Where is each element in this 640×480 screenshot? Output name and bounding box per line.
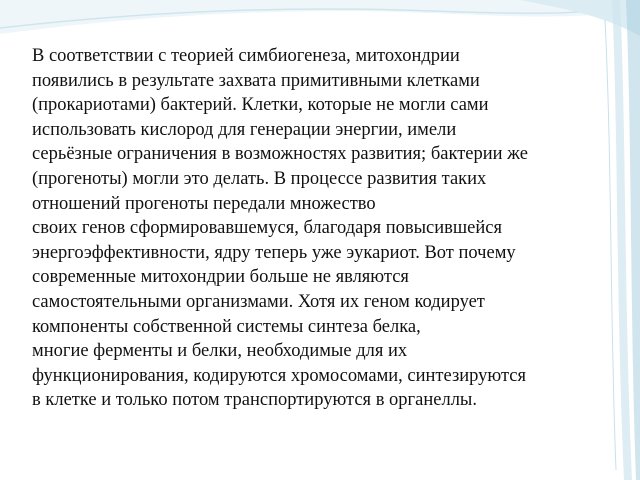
text-line: серьёзные ограничения в возможностях развития; бактерии же — [32, 144, 528, 165]
right-accent-line — [605, 20, 616, 470]
text-line: использовать кислород для генерации энергии, имели — [32, 119, 457, 140]
text-line: многие ферменты и белки, необходимые для их — [32, 341, 408, 362]
text-line: энергоэффективности, ядру теперь уже эукариот. Вот почему — [32, 242, 516, 263]
text-line: отношений прогеноты передали множество — [32, 193, 376, 214]
text-line: функционирования, кодируются хромосомами, синтезируются — [32, 365, 527, 386]
text-line: современные митохондрии больше не являются — [32, 267, 409, 288]
body-text — [32, 44, 604, 413]
text-line: появились в результате захвата примитивными клетками — [32, 70, 480, 91]
text-line: В соответствии с теорией симбиогенеза, митохондрии — [32, 46, 460, 66]
top-wave-band — [0, 0, 640, 34]
text-line: самостоятельными организмами. Хотя их геном кодирует — [32, 291, 485, 312]
text-line: своих генов сформировавшемуся, благодаря повысившейся — [32, 218, 502, 239]
text-line: компоненты собственной системы синтеза белка, — [32, 316, 421, 337]
text-line: в клетке и только потом транспортируются в органеллы. — [32, 390, 477, 411]
text-line: (прокариотами) бактерий. Клетки, которые не могли сами — [32, 95, 489, 116]
text-line: (прогеноты) могли это делать. В процессе развития таких — [32, 168, 487, 189]
